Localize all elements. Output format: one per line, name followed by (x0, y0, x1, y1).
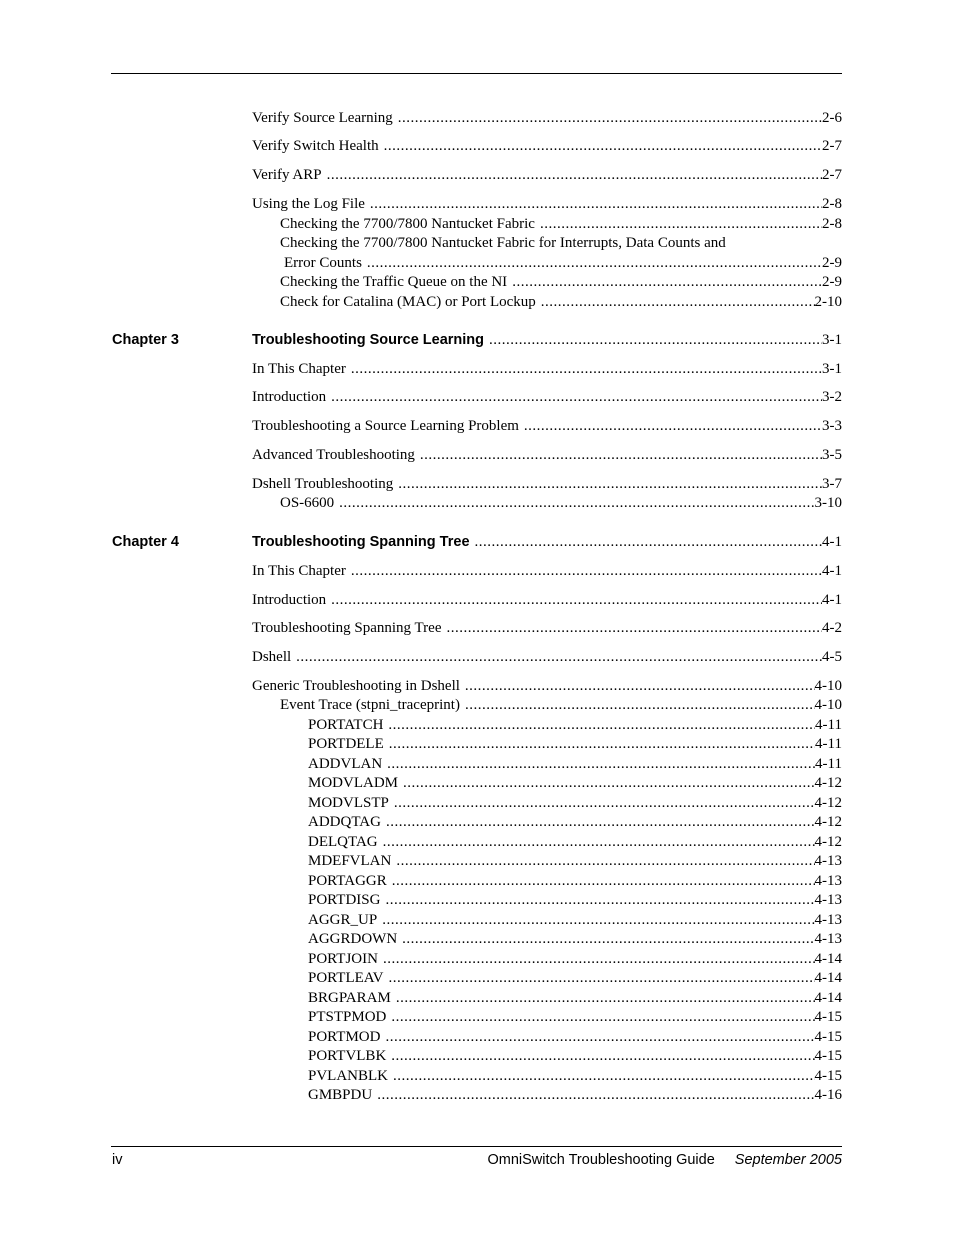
dot-leader (331, 590, 822, 610)
toc-entry[interactable] (252, 108, 842, 128)
toc-entry-title: ADDVLAN (308, 756, 383, 772)
dot-leader (383, 832, 815, 852)
toc-page-number: 2-10 (814, 294, 842, 310)
dot-leader (540, 214, 822, 234)
toc-entry-title: OS-6600 (280, 495, 335, 511)
dot-leader (392, 871, 815, 891)
dot-leader (385, 1027, 814, 1047)
toc-entry-title: Dshell Troubleshooting (252, 476, 394, 492)
toc-page-number: 3-1 (822, 361, 842, 377)
toc-chapter-entry[interactable] (252, 330, 842, 350)
toc-page-number: 2-8 (822, 216, 842, 232)
dot-leader (398, 108, 822, 128)
dot-leader (402, 929, 814, 949)
dot-leader (391, 1046, 814, 1066)
toc-entry-title: MDEFVLAN (308, 853, 392, 869)
toc-entry[interactable] (308, 929, 842, 949)
toc-page-number: 4-15 (814, 1029, 842, 1045)
toc-page-number: 4-12 (814, 814, 842, 830)
dot-leader (393, 1066, 814, 1086)
toc-page-number: 4-11 (815, 756, 842, 772)
toc-page-number: 3-10 (814, 495, 842, 511)
chapter-label: Chapter 3 (112, 332, 179, 348)
dot-leader (394, 793, 815, 813)
toc-page-number: 4-15 (814, 1048, 842, 1064)
dot-leader (386, 812, 815, 832)
toc-entry[interactable] (280, 214, 842, 234)
dot-leader (524, 416, 822, 436)
toc-page-number: 3-7 (822, 476, 842, 492)
dot-leader (396, 988, 815, 1008)
dot-leader (327, 165, 822, 185)
toc-page-number: 4-16 (814, 1087, 842, 1103)
toc-entry-title: Checking the Traffic Queue on the NI (280, 274, 508, 290)
toc-entry-title: MODVLSTP (308, 795, 389, 811)
toc-entry[interactable] (280, 695, 842, 715)
dot-leader (396, 851, 814, 871)
toc-page-number: 4-14 (814, 970, 842, 986)
dot-leader (383, 949, 815, 969)
toc-entry-title: ADDQTAG (308, 814, 381, 830)
toc-page-number: 2-7 (822, 167, 842, 183)
dot-leader (446, 618, 822, 638)
toc-page-number: 4-13 (814, 931, 842, 947)
toc-entry[interactable] (252, 618, 842, 638)
toc-page-number: 4-13 (814, 873, 842, 889)
chapter-title: Troubleshooting Source Learning (252, 332, 485, 348)
dot-leader (391, 1007, 814, 1027)
toc-page-number: 4-12 (814, 775, 842, 791)
toc-entry[interactable] (252, 676, 842, 696)
toc-page-number: 4-15 (814, 1068, 842, 1084)
toc-page-number: 2-7 (822, 138, 842, 154)
dot-leader (351, 561, 822, 581)
toc-entry[interactable] (252, 165, 842, 185)
toc-entry[interactable] (252, 136, 842, 156)
toc-entry-title: In This Chapter (252, 563, 346, 579)
dot-leader (339, 493, 814, 513)
toc-entry-title: Advanced Troubleshooting (252, 447, 415, 463)
toc-entry-title: Using the Log File (252, 196, 365, 212)
toc-entry[interactable] (252, 387, 842, 407)
toc-page-number: 4-1 (822, 592, 842, 608)
toc-entry-title: Verify Switch Health (252, 138, 379, 154)
toc-entry-title: PVLANBLK (308, 1068, 389, 1084)
toc-entry[interactable] (308, 1066, 842, 1086)
toc-entry-title: Troubleshooting a Source Learning Problem (252, 418, 519, 434)
toc-page-number: 4-11 (815, 736, 842, 752)
toc-entry[interactable] (308, 949, 842, 969)
toc-page-number: 4-14 (814, 951, 842, 967)
dot-leader (296, 647, 822, 667)
toc-page-number: 4-10 (814, 697, 842, 713)
dot-leader (403, 773, 815, 793)
toc-entry-title: PORTAGGR (308, 873, 387, 889)
toc-page-number: 4-15 (814, 1009, 842, 1025)
dot-leader (377, 1085, 814, 1105)
toc-entry-title: AGGR_UP (308, 912, 378, 928)
toc-entry[interactable] (308, 754, 842, 774)
toc-page-number: 2-9 (822, 274, 842, 290)
dot-leader (387, 754, 815, 774)
dot-leader (389, 968, 815, 988)
toc-entry-title: Troubleshooting Spanning Tree (252, 620, 442, 636)
dot-leader (385, 890, 814, 910)
footer-page-number: iv (112, 1152, 123, 1168)
toc-entry[interactable] (280, 493, 842, 513)
dot-leader (465, 676, 815, 696)
dot-leader (465, 695, 815, 715)
dot-leader (512, 272, 822, 292)
toc-entry-title: Verify ARP (252, 167, 322, 183)
toc-entry-title: DELQTAG (308, 834, 378, 850)
toc-entry[interactable] (280, 272, 842, 292)
toc-entry[interactable] (284, 253, 842, 273)
toc-entry-title: Error Counts (284, 255, 362, 271)
toc-chapter-entry[interactable] (252, 532, 842, 552)
toc-entry-title: PORTATCH (308, 717, 384, 733)
chapter-title: Troubleshooting Spanning Tree (252, 534, 470, 550)
toc-page-number: 4-1 (822, 534, 842, 550)
toc-entry-title: GMBPDU (308, 1087, 373, 1103)
dot-leader (541, 292, 815, 312)
toc-entry[interactable] (308, 851, 842, 871)
dot-leader (331, 387, 822, 407)
toc-entry-title: Checking the 7700/7800 Nantucket Fabric (280, 216, 535, 232)
footer-date: September 2005 (734, 1152, 842, 1168)
toc-page-number: 4-2 (822, 620, 842, 636)
dot-leader (382, 910, 814, 930)
toc-page-number: 4-13 (814, 853, 842, 869)
toc-entry[interactable] (308, 715, 842, 735)
toc-entry-title: Introduction (252, 389, 327, 405)
toc-entry[interactable] (308, 890, 842, 910)
toc-entry[interactable] (308, 968, 842, 988)
dot-leader (398, 474, 822, 494)
toc-entry[interactable] (252, 647, 842, 667)
toc-entry[interactable] (252, 590, 842, 610)
toc-entry-title: MODVLADM (308, 775, 398, 791)
dot-leader (389, 734, 815, 754)
toc-page-number: 4-1 (822, 563, 842, 579)
toc-entry-title: AGGRDOWN (308, 931, 398, 947)
toc-page-number: 4-12 (814, 795, 842, 811)
toc-page-number: 4-12 (814, 834, 842, 850)
toc-entry[interactable] (252, 445, 842, 465)
dot-leader (489, 330, 822, 350)
toc-entry[interactable] (308, 1007, 842, 1027)
toc-entry-title: In This Chapter (252, 361, 346, 377)
toc-entry[interactable] (308, 1085, 842, 1105)
chapter-label: Chapter 4 (112, 534, 179, 550)
toc-entry-title: Verify Source Learning (252, 110, 393, 126)
toc-entry[interactable] (252, 194, 842, 214)
toc-page-number: 2-6 (822, 110, 842, 126)
toc-page-number: 2-8 (822, 196, 842, 212)
toc-entry-title: PORTDELE (308, 736, 384, 752)
dot-leader (367, 253, 822, 273)
toc-entry[interactable] (308, 773, 842, 793)
toc-page-number: 4-13 (814, 912, 842, 928)
toc-entry[interactable] (308, 1046, 842, 1066)
toc-entry-title: PORTJOIN (308, 951, 378, 967)
toc-page-number: 4-11 (815, 717, 842, 733)
toc-entry[interactable] (308, 812, 842, 832)
toc-entry-title: Generic Troubleshooting in Dshell (252, 678, 460, 694)
toc-page-number: 4-10 (814, 678, 842, 694)
toc-entry-title: PORTMOD (308, 1029, 381, 1045)
toc-entry[interactable] (308, 1027, 842, 1047)
dot-leader (351, 359, 822, 379)
toc-entry[interactable] (308, 734, 842, 754)
toc-entry[interactable] (308, 832, 842, 852)
toc-page-number: 3-2 (822, 389, 842, 405)
dot-leader (388, 715, 815, 735)
toc-entry-title: PORTDISG (308, 892, 381, 908)
footer-rule (111, 1146, 842, 1147)
toc-page-number: 4-13 (814, 892, 842, 908)
toc-page-number: 4-14 (814, 990, 842, 1006)
dot-leader (384, 136, 822, 156)
toc-entry[interactable] (308, 988, 842, 1008)
toc-entry-title: Check for Catalina (MAC) or Port Lockup (280, 294, 536, 310)
toc-page-number: 2-9 (822, 255, 842, 271)
toc-page-number: 3-3 (822, 418, 842, 434)
footer-info (487, 1150, 842, 1170)
toc-entry-title: Event Trace (stpni_traceprint) (280, 697, 460, 713)
dot-leader (420, 445, 822, 465)
toc-entry[interactable] (252, 416, 842, 436)
toc-entry-title: Introduction (252, 592, 327, 608)
footer-guide-title: OmniSwitch Troubleshooting Guide (487, 1152, 715, 1168)
toc-page-number: 3-1 (822, 332, 842, 348)
toc-entry-title: Checking the 7700/7800 Nantucket Fabric for Interrupts, Data Counts and (280, 235, 726, 251)
toc-entry[interactable] (308, 910, 842, 930)
toc-entry[interactable] (308, 793, 842, 813)
toc-entry[interactable] (308, 871, 842, 891)
toc-entry-title: PORTVLBK (308, 1048, 387, 1064)
toc-entry[interactable] (252, 474, 842, 494)
toc-entry-title: PORTLEAV (308, 970, 384, 986)
toc-entry-title: PTSTPMOD (308, 1009, 387, 1025)
dot-leader (475, 532, 822, 552)
toc-entry-title: BRGPARAM (308, 990, 391, 1006)
toc-page-number: 4-5 (822, 649, 842, 665)
toc-entry[interactable] (280, 292, 842, 312)
toc-entry[interactable] (252, 359, 842, 379)
toc-entry[interactable] (252, 561, 842, 581)
toc-entry-title: Dshell (252, 649, 292, 665)
dot-leader (370, 194, 822, 214)
toc-page-number: 3-5 (822, 447, 842, 463)
